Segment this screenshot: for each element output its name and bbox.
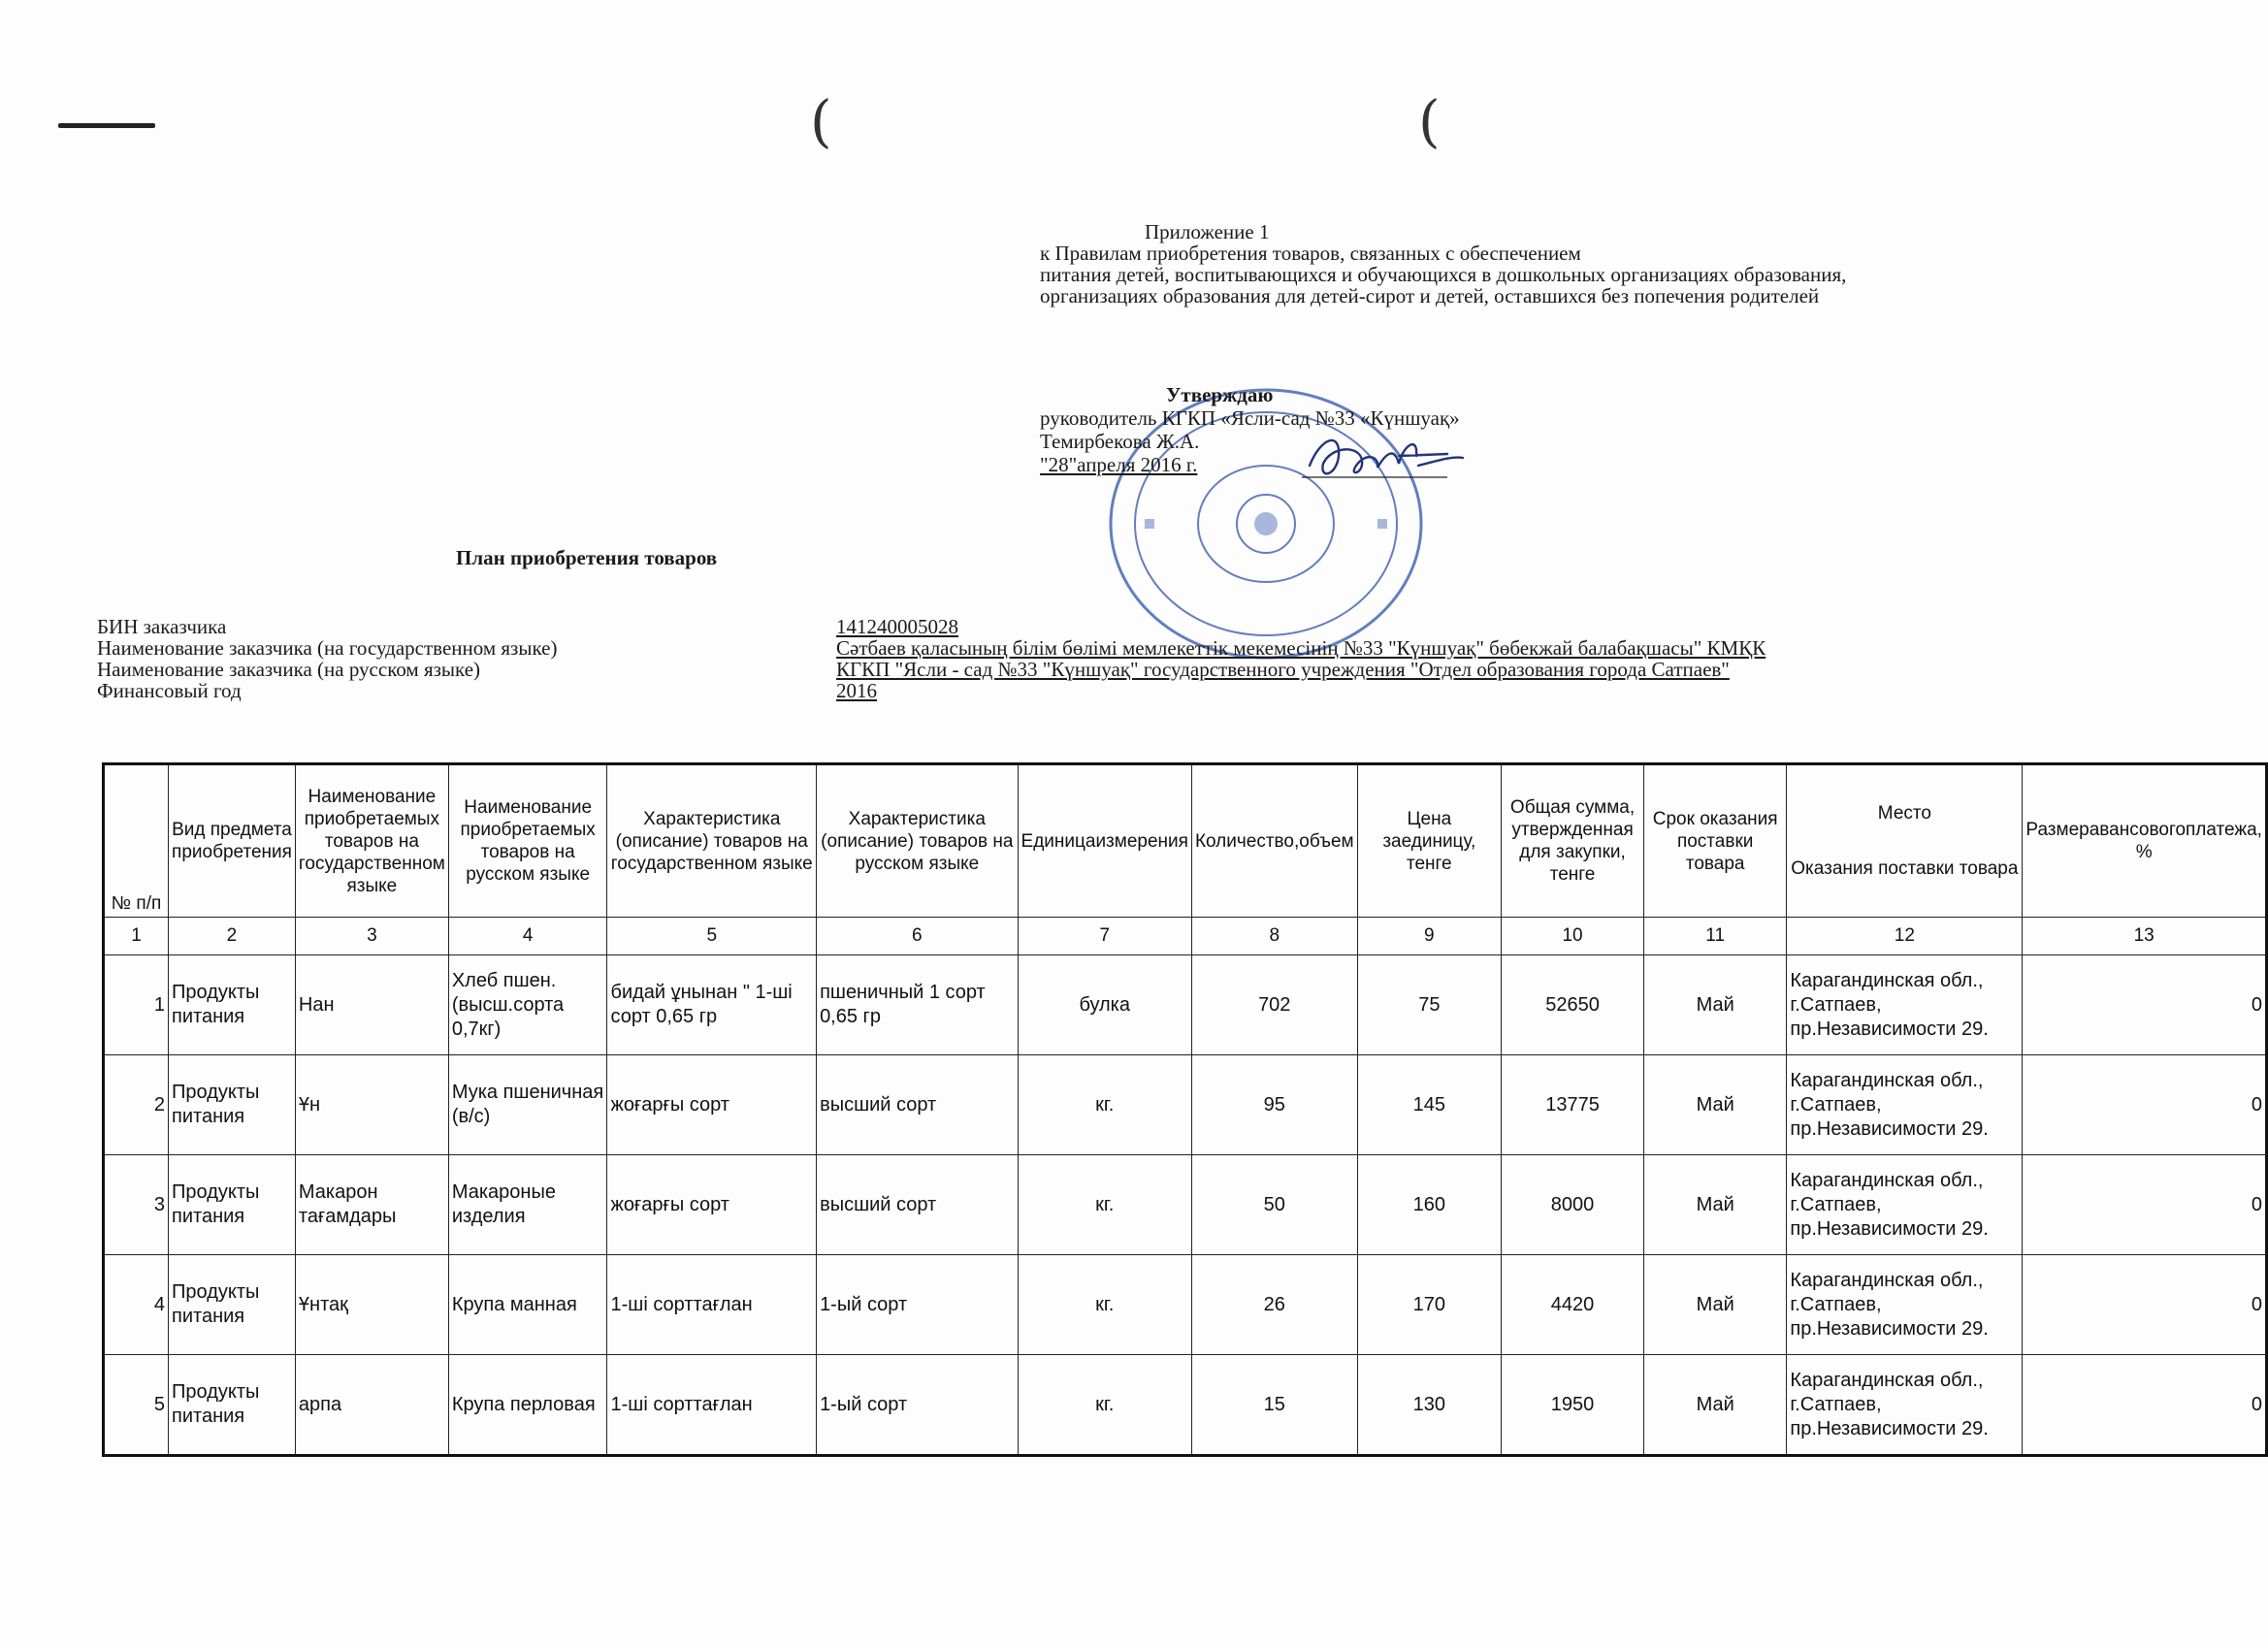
name-ru-row bbox=[97, 659, 1766, 680]
cell-no: 1 bbox=[104, 955, 169, 1055]
cell-no: 3 bbox=[104, 1155, 169, 1255]
cell-name-kz: Ұн bbox=[295, 1055, 448, 1155]
year-label: Финансовый год bbox=[97, 679, 242, 702]
cell-price: 130 bbox=[1357, 1355, 1502, 1456]
cell-kind: Продукты питания bbox=[169, 1055, 296, 1155]
approver-position: руководитель КГКП «Ясли-сад №33 «Күншуақ» bbox=[1040, 406, 1460, 430]
col-header-advance: Размеравансовогоплатежа, % bbox=[2023, 764, 2267, 918]
cell-desc-kz: 1-ші сорттағлан bbox=[607, 1255, 817, 1355]
approver-name: Темирбекова Ж.А. bbox=[1040, 430, 1200, 453]
cell-term: Май bbox=[1643, 955, 1786, 1055]
col-header-kind: Вид предмета приобретения bbox=[169, 764, 296, 918]
cell-name-kz: Нан bbox=[295, 955, 448, 1055]
header-row bbox=[104, 764, 2267, 918]
cell-unit: кг. bbox=[1018, 1255, 1191, 1355]
name-kz-row bbox=[97, 637, 1766, 659]
table-row bbox=[104, 1155, 2267, 1255]
column-number: 5 bbox=[607, 918, 817, 955]
cell-place: Карагандинская обл., г.Сатпаев, пр.Независимости 29. bbox=[1787, 1155, 2023, 1255]
cell-qty: 15 bbox=[1191, 1355, 1357, 1456]
cell-term: Май bbox=[1643, 1055, 1786, 1155]
year-value: 2016 bbox=[836, 679, 877, 702]
punch-hole-mark-right: ( bbox=[1418, 88, 1441, 154]
cell-name-ru: Крупа манная bbox=[448, 1255, 607, 1355]
cell-place: Карагандинская обл., г.Сатпаев, пр.Независимости 29. bbox=[1787, 1355, 2023, 1456]
name-ru-label: Наименование заказчика (на русском языке) bbox=[97, 658, 481, 681]
approval-block bbox=[1040, 383, 1460, 476]
col-header-desc-kz: Характеристика (описание) товаров на государственном языке bbox=[607, 764, 817, 918]
name-kz-value: Сәтбаев қаласының білім бөлімі мемлекеттік мекемесінің №33 "Күншуақ" бөбекжай балабақшасы" КМҚК bbox=[836, 636, 1766, 660]
cell-unit: булка bbox=[1018, 955, 1191, 1055]
cell-unit: кг. bbox=[1018, 1155, 1191, 1255]
appendix-line-3: организациях образования для детей-сирот и детей, оставшихся без попечения родителей bbox=[1040, 284, 1820, 307]
column-number: 12 bbox=[1787, 918, 2023, 955]
cell-no: 2 bbox=[104, 1055, 169, 1155]
cell-total: 8000 bbox=[1502, 1155, 1644, 1255]
column-number: 2 bbox=[169, 918, 296, 955]
cell-term: Май bbox=[1643, 1155, 1786, 1255]
col-header-qty: Количество,объем bbox=[1191, 764, 1357, 918]
cell-advance: 0 bbox=[2023, 955, 2267, 1055]
column-number: 9 bbox=[1357, 918, 1502, 955]
bin-row bbox=[97, 616, 1766, 637]
appendix-line-2: питания детей, воспитывающихся и обучающихся в дошкольных организациях образования, bbox=[1040, 263, 1847, 286]
cell-place: Карагандинская обл., г.Сатпаев, пр.Независимости 29. bbox=[1787, 1055, 2023, 1155]
cell-desc-ru: высший сорт bbox=[817, 1155, 1018, 1255]
cell-qty: 50 bbox=[1191, 1155, 1357, 1255]
cell-unit: кг. bbox=[1018, 1055, 1191, 1155]
cell-desc-kz: жоғарғы сорт bbox=[607, 1155, 817, 1255]
cell-desc-kz: бидай ұнынан " 1-ші сорт 0,65 гр bbox=[607, 955, 817, 1055]
cell-desc-ru: 1-ый сорт bbox=[817, 1355, 1018, 1456]
bin-label: БИН заказчика bbox=[97, 615, 227, 638]
cell-total: 13775 bbox=[1502, 1055, 1644, 1155]
approval-date: "28"апреля 2016 г. bbox=[1040, 453, 1198, 476]
cell-kind: Продукты питания bbox=[169, 1155, 296, 1255]
cell-kind: Продукты питания bbox=[169, 1355, 296, 1456]
col-header-name-ru: Наименование приобретаемых товаров на русском языке bbox=[448, 764, 607, 918]
appendix-header bbox=[1040, 221, 1846, 307]
cell-no: 4 bbox=[104, 1255, 169, 1355]
cell-name-ru: Хлеб пшен. (высш.сорта 0,7кг) bbox=[448, 955, 607, 1055]
col-header-place-bottom: Оказания поставки товара bbox=[1791, 858, 2019, 879]
cell-desc-ru: 1-ый сорт bbox=[817, 1255, 1018, 1355]
punch-hole-mark-left: ( bbox=[810, 88, 832, 154]
cell-kind: Продукты питания bbox=[169, 1255, 296, 1355]
cell-total: 1950 bbox=[1502, 1355, 1644, 1456]
cell-unit: кг. bbox=[1018, 1355, 1191, 1456]
plan-title: План приобретения товаров bbox=[456, 546, 718, 569]
appendix-line-1: к Правилам приобретения товаров, связанных с обеспечением bbox=[1040, 242, 1581, 265]
col-header-term: Срок оказания поставки товара bbox=[1643, 764, 1786, 918]
cell-advance: 0 bbox=[2023, 1155, 2267, 1255]
scan-dash-mark bbox=[58, 123, 155, 128]
cell-qty: 702 bbox=[1191, 955, 1357, 1055]
column-number: 11 bbox=[1643, 918, 1786, 955]
cell-name-kz: арпа bbox=[295, 1355, 448, 1456]
column-number: 6 bbox=[817, 918, 1018, 955]
cell-price: 170 bbox=[1357, 1255, 1502, 1355]
col-header-place-top: Место bbox=[1877, 803, 1931, 824]
cell-kind: Продукты питания bbox=[169, 955, 296, 1055]
column-number: 4 bbox=[448, 918, 607, 955]
cell-term: Май bbox=[1643, 1255, 1786, 1355]
cell-place: Карагандинская обл., г.Сатпаев, пр.Независимости 29. bbox=[1787, 955, 2023, 1055]
cell-advance: 0 bbox=[2023, 1355, 2267, 1456]
name-ru-value: КГКП "Ясли - сад №33 "Күншуақ" государственного учреждения "Отдел образования города Сатпаев" bbox=[836, 658, 1730, 681]
table-row bbox=[104, 1255, 2267, 1355]
table-row bbox=[104, 1355, 2267, 1456]
column-number-row bbox=[104, 918, 2267, 955]
cell-name-ru: Макароные изделия bbox=[448, 1155, 607, 1255]
cell-qty: 95 bbox=[1191, 1055, 1357, 1155]
column-number: 13 bbox=[2023, 918, 2267, 955]
col-header-price: Цена заединицу, тенге bbox=[1357, 764, 1502, 918]
cell-term: Май bbox=[1643, 1355, 1786, 1456]
purchase-plan-table bbox=[102, 762, 2268, 1457]
cell-desc-kz: 1-ші сорттағлан bbox=[607, 1355, 817, 1456]
col-header-desc-ru: Характеристика (описание) товаров на русском языке bbox=[817, 764, 1018, 918]
approval-heading: Утверждаю bbox=[1166, 383, 1274, 406]
cell-advance: 0 bbox=[2023, 1255, 2267, 1355]
col-header-no: № п/п bbox=[104, 764, 169, 918]
column-number: 10 bbox=[1502, 918, 1644, 955]
cell-price: 75 bbox=[1357, 955, 1502, 1055]
col-header-total: Общая сумма, утвержденная для закупки, тенге bbox=[1502, 764, 1644, 918]
cell-total: 4420 bbox=[1502, 1255, 1644, 1355]
col-header-unit: Единицаизмерения bbox=[1018, 764, 1191, 918]
cell-price: 145 bbox=[1357, 1055, 1502, 1155]
cell-desc-ru: пшеничный 1 сорт 0,65 гр bbox=[817, 955, 1018, 1055]
cell-no: 5 bbox=[104, 1355, 169, 1456]
cell-name-kz: Макарон тағамдары bbox=[295, 1155, 448, 1255]
cell-total: 52650 bbox=[1502, 955, 1644, 1055]
column-number: 3 bbox=[295, 918, 448, 955]
customer-info bbox=[97, 616, 1766, 701]
year-row bbox=[97, 680, 1766, 701]
cell-price: 160 bbox=[1357, 1155, 1502, 1255]
cell-advance: 0 bbox=[2023, 1055, 2267, 1155]
cell-desc-kz: жоғарғы сорт bbox=[607, 1055, 817, 1155]
col-header-name-kz: Наименование приобретаемых товаров на государственном языке bbox=[295, 764, 448, 918]
bin-value: 141240005028 bbox=[836, 615, 958, 638]
cell-name-ru: Мука пшеничная (в/с) bbox=[448, 1055, 607, 1155]
table-row bbox=[104, 955, 2267, 1055]
cell-qty: 26 bbox=[1191, 1255, 1357, 1355]
cell-desc-ru: высший сорт bbox=[817, 1055, 1018, 1155]
col-header-place bbox=[1787, 764, 2023, 918]
column-number: 8 bbox=[1191, 918, 1357, 955]
cell-place: Карагандинская обл., г.Сатпаев, пр.Независимости 29. bbox=[1787, 1255, 2023, 1355]
cell-name-ru: Крупа перловая bbox=[448, 1355, 607, 1456]
appendix-title: Приложение 1 bbox=[1145, 220, 1270, 243]
cell-name-kz: Ұнтақ bbox=[295, 1255, 448, 1355]
table-row bbox=[104, 1055, 2267, 1155]
column-number: 7 bbox=[1018, 918, 1191, 955]
column-number: 1 bbox=[104, 918, 169, 955]
name-kz-label: Наименование заказчика (на государственном языке) bbox=[97, 636, 558, 660]
